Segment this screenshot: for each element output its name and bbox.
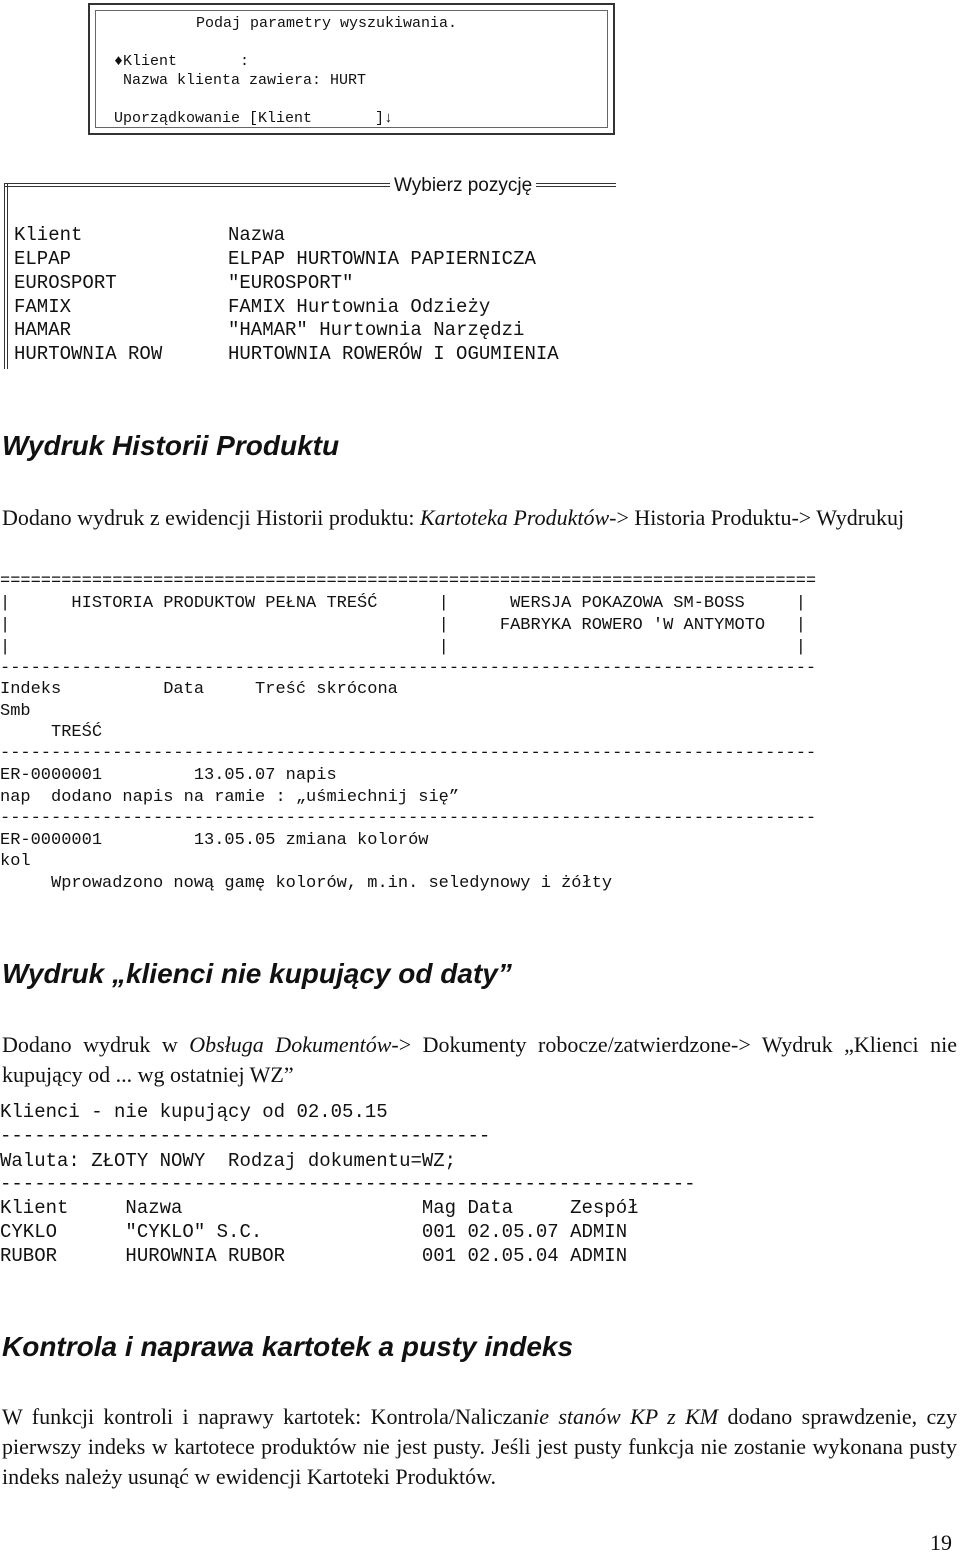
- list-item-code[interactable]: ELPAP: [14, 248, 72, 270]
- paragraph-text: Dodano wydruk w: [2, 1032, 190, 1057]
- report-line: -------------------------------------------------------------: [0, 1173, 696, 1195]
- list-item-code[interactable]: EUROSPORT: [14, 272, 117, 294]
- report-line: RUBOR HUROWNIA RUBOR 001 02.05.04 ADMIN: [0, 1245, 628, 1267]
- paragraph-text: -> Dokumenty robocze/zatwierdzone-> Wydruk „Klienci nie kupujący od ... wg ostatniej WZ”: [2, 1032, 957, 1087]
- list-panel-left-border: [4, 183, 9, 369]
- report-line: ER-0000001 13.05.07 napis: [0, 766, 337, 785]
- report-line: Indeks Data Treść skrócona: [0, 680, 398, 699]
- list-panel-title: Wybierz pozycję: [390, 175, 536, 197]
- report-line: TREŚĆ: [0, 723, 103, 742]
- list-item-name[interactable]: "EUROSPORT": [228, 272, 354, 294]
- list-item-code[interactable]: HURTOWNIA ROW: [14, 343, 163, 365]
- section-heading-inactive-clients: Wydruk „klienci nie kupujący od daty”: [2, 958, 512, 989]
- report-line: -------------------------------------------: [0, 1125, 491, 1147]
- paragraph-text: -> Historia Produktu-> Wydrukuj: [609, 505, 905, 530]
- report-line: ER-0000001 13.05.05 zmiana kolorów: [0, 831, 429, 850]
- report-line: Waluta: ZŁOTY NOWY Rodzaj dokumentu=WZ;: [0, 1150, 457, 1172]
- page-number: 19: [930, 1530, 952, 1555]
- menu-path-text: Obsługa Dokumentów: [189, 1032, 392, 1057]
- report-line: CYKLO "CYKLO" S.C. 001 02.05.07 ADMIN: [0, 1221, 628, 1243]
- report-line: | | FABRYKA ROWERO 'W ANTYMOTO |: [0, 616, 806, 635]
- list-item-code[interactable]: FAMIX: [14, 296, 72, 318]
- section-heading-product-history: Wydruk Historii Produktu: [2, 430, 340, 461]
- report-line: --------------------------------------------------------------------------------: [0, 809, 817, 828]
- section-heading-index-check: Kontrola i naprawa kartotek a pusty indeks: [2, 1331, 574, 1362]
- report-line: ================================================================================: [0, 572, 817, 591]
- report-line: Klient Nazwa Mag Data Zespół: [0, 1197, 639, 1219]
- name-filter-field[interactable]: Nazwa klienta zawiera: HURT: [114, 72, 367, 89]
- search-parameters-box: [88, 3, 615, 135]
- search-parameters-title: Podaj parametry wyszukiwania.: [196, 15, 458, 32]
- list-item-name[interactable]: ELPAP HURTOWNIA PAPIERNICZA: [228, 248, 536, 270]
- report-line: --------------------------------------------------------------------------------: [0, 659, 817, 678]
- client-field[interactable]: ♦Klient :: [114, 53, 250, 70]
- list-panel-title-tail: [582, 183, 616, 188]
- list-item-code[interactable]: HAMAR: [14, 319, 72, 341]
- section-paragraph-index-check: [2, 1402, 957, 1492]
- ordering-field[interactable]: Uporządkowanie [Klient ]↓: [114, 110, 394, 127]
- report-line: Smb: [0, 702, 31, 721]
- menu-path-text: ie stanów KP z KM: [533, 1404, 719, 1429]
- list-item-name[interactable]: "HAMAR" Hurtownia Narzędzi: [228, 319, 525, 341]
- report-line: nap dodano napis na ramie : „uśmiechnij się”: [0, 788, 460, 807]
- list-header-name: Nazwa: [228, 224, 286, 246]
- report-line: | HISTORIA PRODUKTOW PEŁNA TREŚĆ | WERSJA POKAZOWA SM-BOSS |: [0, 594, 806, 613]
- paragraph-text: Dodano wydruk z ewidencji Historii produktu:: [2, 505, 420, 530]
- paragraph-text: W funkcji kontroli i naprawy kartotek: Kontrola/Naliczan: [2, 1404, 534, 1429]
- report-line: --------------------------------------------------------------------------------: [0, 744, 817, 763]
- section-paragraph-inactive-clients: [2, 1030, 957, 1090]
- list-item-name[interactable]: HURTOWNIA ROWERÓW I OGUMIENIA: [228, 343, 559, 365]
- list-item-name[interactable]: FAMIX Hurtownia Odzieży: [228, 296, 491, 318]
- paragraph-text: dodano sprawdzenie, czy pierwszy indeks w kartotece produktów nie jest pusty. Jeśli jest pusty funkcja nie zostanie wykonana pusty indeks należy usunąć w ewidencji Kartoteki Produktów.: [2, 1404, 957, 1489]
- menu-path-text: Kartoteka Produktów: [419, 505, 610, 530]
- list-header-client: Klient: [14, 224, 83, 246]
- report-line: | | |: [0, 638, 806, 657]
- section-paragraph-product-history: [2, 503, 957, 533]
- report-line: Wprowadzono nową gamę kolorów, m.in. seledynowy i żółty: [0, 874, 613, 893]
- report-line: Klienci - nie kupujący od 02.05.15: [0, 1101, 388, 1123]
- report-line: kol: [0, 852, 31, 871]
